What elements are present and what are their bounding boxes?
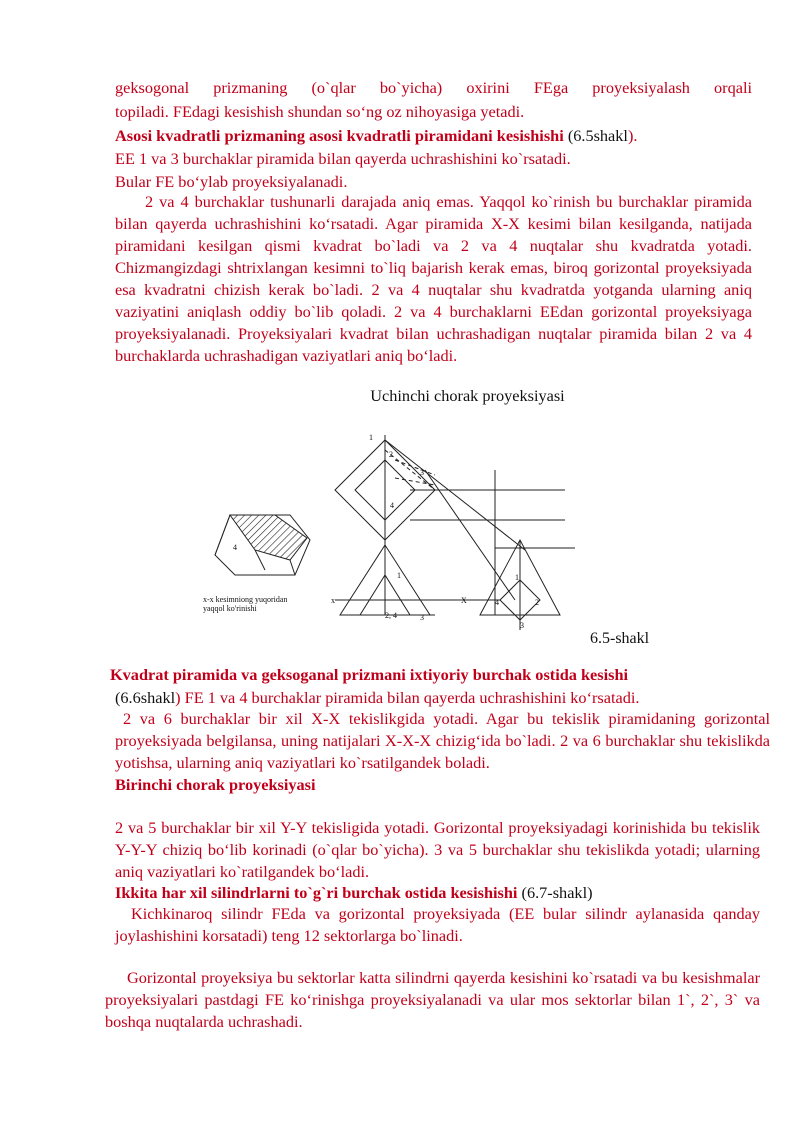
- figure-label-section-2: yaqqol ko'rinishi: [203, 604, 257, 613]
- heading-first-quadrant: Birinchi chorak proyeksiyasi: [115, 775, 316, 794]
- figure-6-5: [195, 430, 585, 645]
- paragraph-4: Kichkinaroq silindr FEda va gorizontal proyeksiyada (EE bular silindr aylanasida qanday joylashishini korsatadi) teng 12 sektorlarga bo`linadi.: [115, 904, 760, 945]
- figure-num-3-top: 3: [420, 468, 424, 477]
- section-title-third-quadrant: Uchinchi chorak proyeksiyasi: [370, 386, 565, 405]
- heading-6-6-line: [115, 687, 775, 709]
- heading-6-5-title: Asosi kvadratli prizmaning asosi kvadratli piramidani kesishishi: [115, 126, 564, 145]
- heading-6-6-ref: (6.6shakl: [115, 688, 176, 707]
- figure-num-4-right: 4: [495, 598, 499, 607]
- text-line-4: EE 1 va 3 burchaklar piramida bilan qayerda uchrashishini ko`rsatadi.: [115, 149, 571, 168]
- figure-num-2-right: 2: [535, 598, 539, 607]
- text-line-1: geksogonal prizmaning (o`qlar bo`yicha) oxirini FEga proyeksiyalash orqali: [115, 78, 752, 97]
- text-line-5: Bular FE bo‘ylab proyeksiyalanadi.: [115, 172, 348, 191]
- paragraph-2: 2 va 6 burchaklar bir xil X-X tekislikgida yotadi. Agar bu tekislik piramidaning gorizontal proyeksiyada belgilansa, uning natijalari X-X-X chizig‘ida bo`ladi. 2 va 6 burchaklar shu tekislikda yotishsa, ularning aniq vaziyatlari ko`rsatilgandek boladi.: [115, 709, 770, 772]
- figure-label-x-mid: X: [461, 596, 467, 605]
- figure-num-1-mid: 1: [397, 571, 401, 580]
- figure-num-2-top: 2: [389, 450, 393, 459]
- heading-6-6: Kvadrat piramida va geksoganal prizmani ixtiyoriy burchak ostida kesishi: [110, 665, 629, 684]
- text-line-2: topiladi. FEdagi kesishish shundan so‘ng oz nihoyasiga yetadi.: [115, 102, 525, 121]
- figure-num-1-right: 1: [515, 573, 519, 582]
- figure-num-1-top: 1: [369, 433, 373, 442]
- heading-6-5-ref-end: ).: [627, 126, 638, 145]
- heading-6-7: [115, 882, 775, 904]
- figure-label-x-left: x: [331, 596, 335, 605]
- figure-label-section-1: x-x kesimniong yuqoridan: [203, 595, 288, 604]
- figure-caption: 6.5-shakl: [590, 630, 650, 647]
- figure-num-3-right: 3: [520, 621, 524, 630]
- paragraph-3: 2 va 5 burchaklar bir xil Y-Y tekisligida yotadi. Gorizontal proyeksiyadagi korinishida bu tekislik Y-Y-Y chiziq bo‘lib korinadi (o`qlar bo`yicha). 3 va 5 burchaklar shu tekislikda yotadi; ularning aniq vaziyatlari ko`ratilgandek bo‘ladi.: [115, 818, 760, 881]
- heading-6-7-title: Ikkita har xil silindrlarni to`g`ri burchak ostida kesishishi: [115, 883, 518, 902]
- heading-6-5: [115, 125, 775, 147]
- heading-6-6-rest: ) FE 1 va 4 burchaklar piramida bilan qayerda uchrashishini ko‘rsatadi.: [175, 688, 640, 707]
- paragraph-1: 2 va 4 burchaklar tushunarli darajada aniq emas. Yaqqol ko`rinish bu burchaklar piramida bilan qayerda uchrashishini ko‘rsatadi. Agar piramida X-X kesimi bilan kesilganda, natijada piramidani kesilgan qismi kvadrat bo`ladi va 2 va 4 nuqtalar shu kvadratda yotadi. Chizmangizdagi shtrixlangan kesimni to`liq bajarish kerak emas, biroq gorizontal proyeksiyada esa kvadratni chizish kerak bo`ladi. 2 va 4 nuqtalar shu kvadratda yotganda ularning aniq vaziyatini aniqlash oddiy bo`lib qoladi. 2 va 4 burchaklarni EEdan gorizontal proyeksiyaga proyeksiyalanadi. Proyeksiyalari kvadrat bilan uchrashadigan nuqtalar piramida bilan 2 va 4 burchaklarda uchrashadigan vaziyatlari aniq bo‘ladi.: [115, 192, 752, 365]
- figure-num-24: 2, 4: [385, 611, 397, 620]
- figure-num-4-top: 4: [390, 501, 394, 510]
- heading-6-5-ref: (6.5shakl: [567, 126, 628, 145]
- figure-num-4-iso: 4: [233, 543, 237, 552]
- paragraph-5: Gorizontal proyeksiya bu sektorlar katta silindrni qayerda kesishini ko`rsatadi va bu kesishmalar proyeksiyalari pastdagi FE ko‘rinishga proyeksiyalanadi va ular mos sektorlar bilan 1`, 2`, 3` va boshqa nuqtalarda uchrashadi.: [105, 968, 760, 1031]
- figure-num-3-bottom: 3: [420, 613, 424, 622]
- heading-6-7-ref: (6.7-shakl): [521, 883, 593, 902]
- figure-6-5-drawing: [195, 430, 585, 645]
